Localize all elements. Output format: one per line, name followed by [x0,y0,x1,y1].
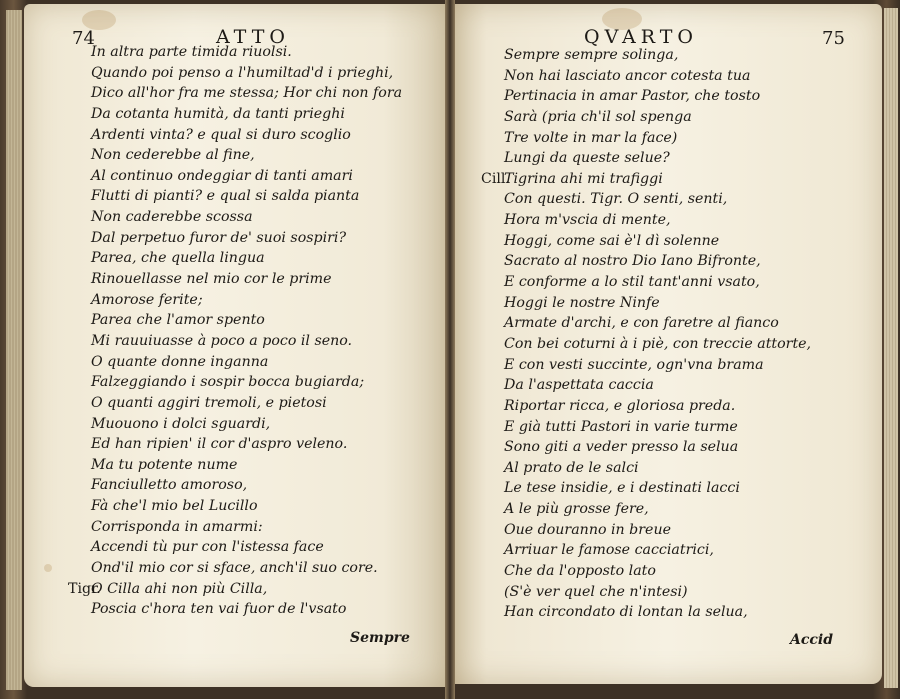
left-page [24,4,447,687]
verse-line [504,231,811,252]
verse-line [91,83,402,104]
verse-line [91,434,402,455]
verse-text: Mi rauuiuasse à poco a poco il seno. [91,332,353,349]
verse-text: Armate d'archi, e con faretre al fianco [504,315,779,332]
verse-text: (S'è ver quel che n'intesi) [504,583,688,600]
verse-text: Amorose ferite; [91,291,203,308]
verse-line [504,210,811,231]
verse-text: Con bei coturni à i piè, con treccie attorte, [504,335,812,352]
verse-line [91,496,402,517]
verse-line [91,290,402,311]
catchword-left: Sempre [350,630,410,646]
verse-line [91,393,402,414]
verse-line [504,128,811,149]
verse-text: Hoggi le nostre Ninfe [504,294,660,311]
verse-line [504,602,811,623]
verse-text: A le più grosse fere, [504,501,649,518]
verse-text: Corrisponda in amarmi: [91,518,263,535]
verse-text: Tre volte in mar la face) [504,129,678,146]
verse-text: Ond'il mio cor si sface, anch'il suo core. [91,560,378,577]
verse-line [91,42,402,63]
page-number-right: 75 [822,28,845,49]
verse-lines-right [481,45,812,623]
verse-line [504,375,811,396]
running-head-left: ATTO [216,26,290,48]
verse-line [504,86,811,107]
verse-text: Da l'aspettata caccia [504,377,654,394]
running-head-right: QVARTO [584,26,698,48]
verse-line [91,269,402,290]
speaker-label: Cill. [481,170,510,187]
left-page-edges [6,10,22,690]
verse-text: Ma tu potente nume [91,456,238,473]
verse-text: Flutti di pianti? e qual si salda pianta [91,188,360,205]
verse-text: Al prato de le salci [504,459,639,476]
verse-line [504,251,811,272]
verse-text: Falzeggiando i sospir bocca bugiarda; [91,374,365,391]
verse-line [504,148,811,169]
verse-line [91,207,402,228]
verse-text: Da cotanta humità, da tanti prieghi [91,105,345,122]
verse-lines-left [68,42,403,620]
verse-line [91,310,402,331]
verse-line [504,499,811,520]
verse-line [91,228,402,249]
verse-text: Tigrina ahi mi trafiggi [504,170,663,187]
verse-text: Fà che'l mio bel Lucillo [91,498,258,515]
verse-line [91,145,402,166]
speaker-label: Tigr. [68,580,101,597]
verse-line [91,166,402,187]
foxing-stain [44,564,52,572]
verse-text: Muouono i dolci sguardi, [91,415,271,432]
verse-line [504,396,811,417]
verse-text: Rinouellasse nel mio cor le prime [91,271,332,288]
verse-line [91,599,402,620]
verse-text: Ardenti vinta? e qual si duro scoglio [91,126,351,143]
verse-text: Parea che l'amor spento [91,312,265,329]
verse-line [504,334,811,355]
verse-text: Poscia c'hora ten vai fuor de l'vsato [91,601,347,618]
verse-line [91,63,402,84]
verse-text: Che da l'opposto lato [504,563,656,580]
verse-line [504,189,811,210]
verse-line [91,414,402,435]
verse-text: Al continuo ondeggiar di tanti amari [91,167,353,184]
verse-line [504,107,811,128]
verse-line [504,561,811,582]
verse-line [504,272,811,293]
right-page [452,4,882,684]
verse-text: Sono giti a veder presso la selua [504,439,739,456]
verse-text: Han circondato di lontan la selua, [504,604,748,621]
verse-line [91,331,402,352]
verse-text: Fanciulletto amoroso, [91,477,248,494]
verse-text: O Cilla ahi non più Cilla, [91,580,268,597]
verse-line [504,417,811,438]
book-gutter [445,0,455,699]
verse-text: Non cederebbe al fine, [91,147,255,164]
verse-text: E già tutti Pastori in varie turme [504,418,738,435]
verse-line [481,169,811,190]
verse-text: Ed han ripien' il cor d'aspro veleno. [91,436,348,453]
verse-text: In altra parte timida riuolsi. [91,44,292,60]
verse-text: E conforme a lo stil tant'anni vsato, [504,274,760,291]
verse-text: Arriuar le famose cacciatrici, [504,542,714,559]
verse-text: Le tese insidie, e i destinati lacci [504,480,740,497]
verse-line [68,579,402,600]
foxing-stain [82,10,116,30]
verse-text: Riportar ricca, e gloriosa preda. [504,397,736,414]
verse-text: Pertinacia in amar Pastor, che tosto [504,88,761,105]
verse-text: Sarà (pria ch'il sol spenga [504,108,692,125]
verse-text: Oue douranno in breue [504,521,671,538]
verse-line [504,520,811,541]
verse-line [504,355,811,376]
verse-text: Sacrato al nostro Dio Iano Bifronte, [504,253,761,270]
verse-text: Parea, che quella lingua [91,250,265,267]
verse-line [91,186,402,207]
verse-line [91,517,402,538]
verse-line [504,437,811,458]
verse-text: Non hai lasciato ancor cotesta tua [504,67,751,84]
verse-text: Sempre sempre solinga, [504,47,679,63]
verse-text: Quando poi penso a l'humiltad'd i prieghi, [91,64,394,81]
verse-line [91,537,402,558]
catchword-right: Accid [790,632,834,648]
page-number-left: 74 [72,28,95,49]
verse-line [504,66,811,87]
verse-line [91,455,402,476]
verse-line [504,458,811,479]
verse-line [504,582,811,603]
verse-text: Accendi tù pur con l'istessa face [91,539,324,556]
verse-text: O quanti aggiri tremoli, e pietosi [91,394,327,411]
verse-line [504,478,811,499]
right-page-edges [884,8,898,688]
verse-text: Non caderebbe scossa [91,209,253,226]
verse-text: Dal perpetuo furor de' suoi sospiri? [91,229,347,246]
verse-line [504,540,811,561]
verse-line [91,372,402,393]
verse-text: Hoggi, come sai è'l dì solenne [504,232,720,249]
verse-line [91,248,402,269]
verse-line [91,125,402,146]
verse-text: Dico all'hor fra me stessa; Hor chi non fora [91,85,403,102]
verse-line [504,45,811,66]
verse-line [91,475,402,496]
verse-text: Con questi. Tigr. O senti, senti, [504,191,728,208]
verse-text: Lungi da queste selue? [504,150,670,167]
verse-line [91,558,402,579]
verse-line [91,104,402,125]
verse-line [91,352,402,373]
verse-text: E con vesti succinte, ogn'vna brama [504,356,764,373]
verse-text: Hora m'vscia di mente, [504,212,671,229]
verse-text: O quante donne inganna [91,353,269,370]
verse-line [504,293,811,314]
verse-line [504,313,811,334]
